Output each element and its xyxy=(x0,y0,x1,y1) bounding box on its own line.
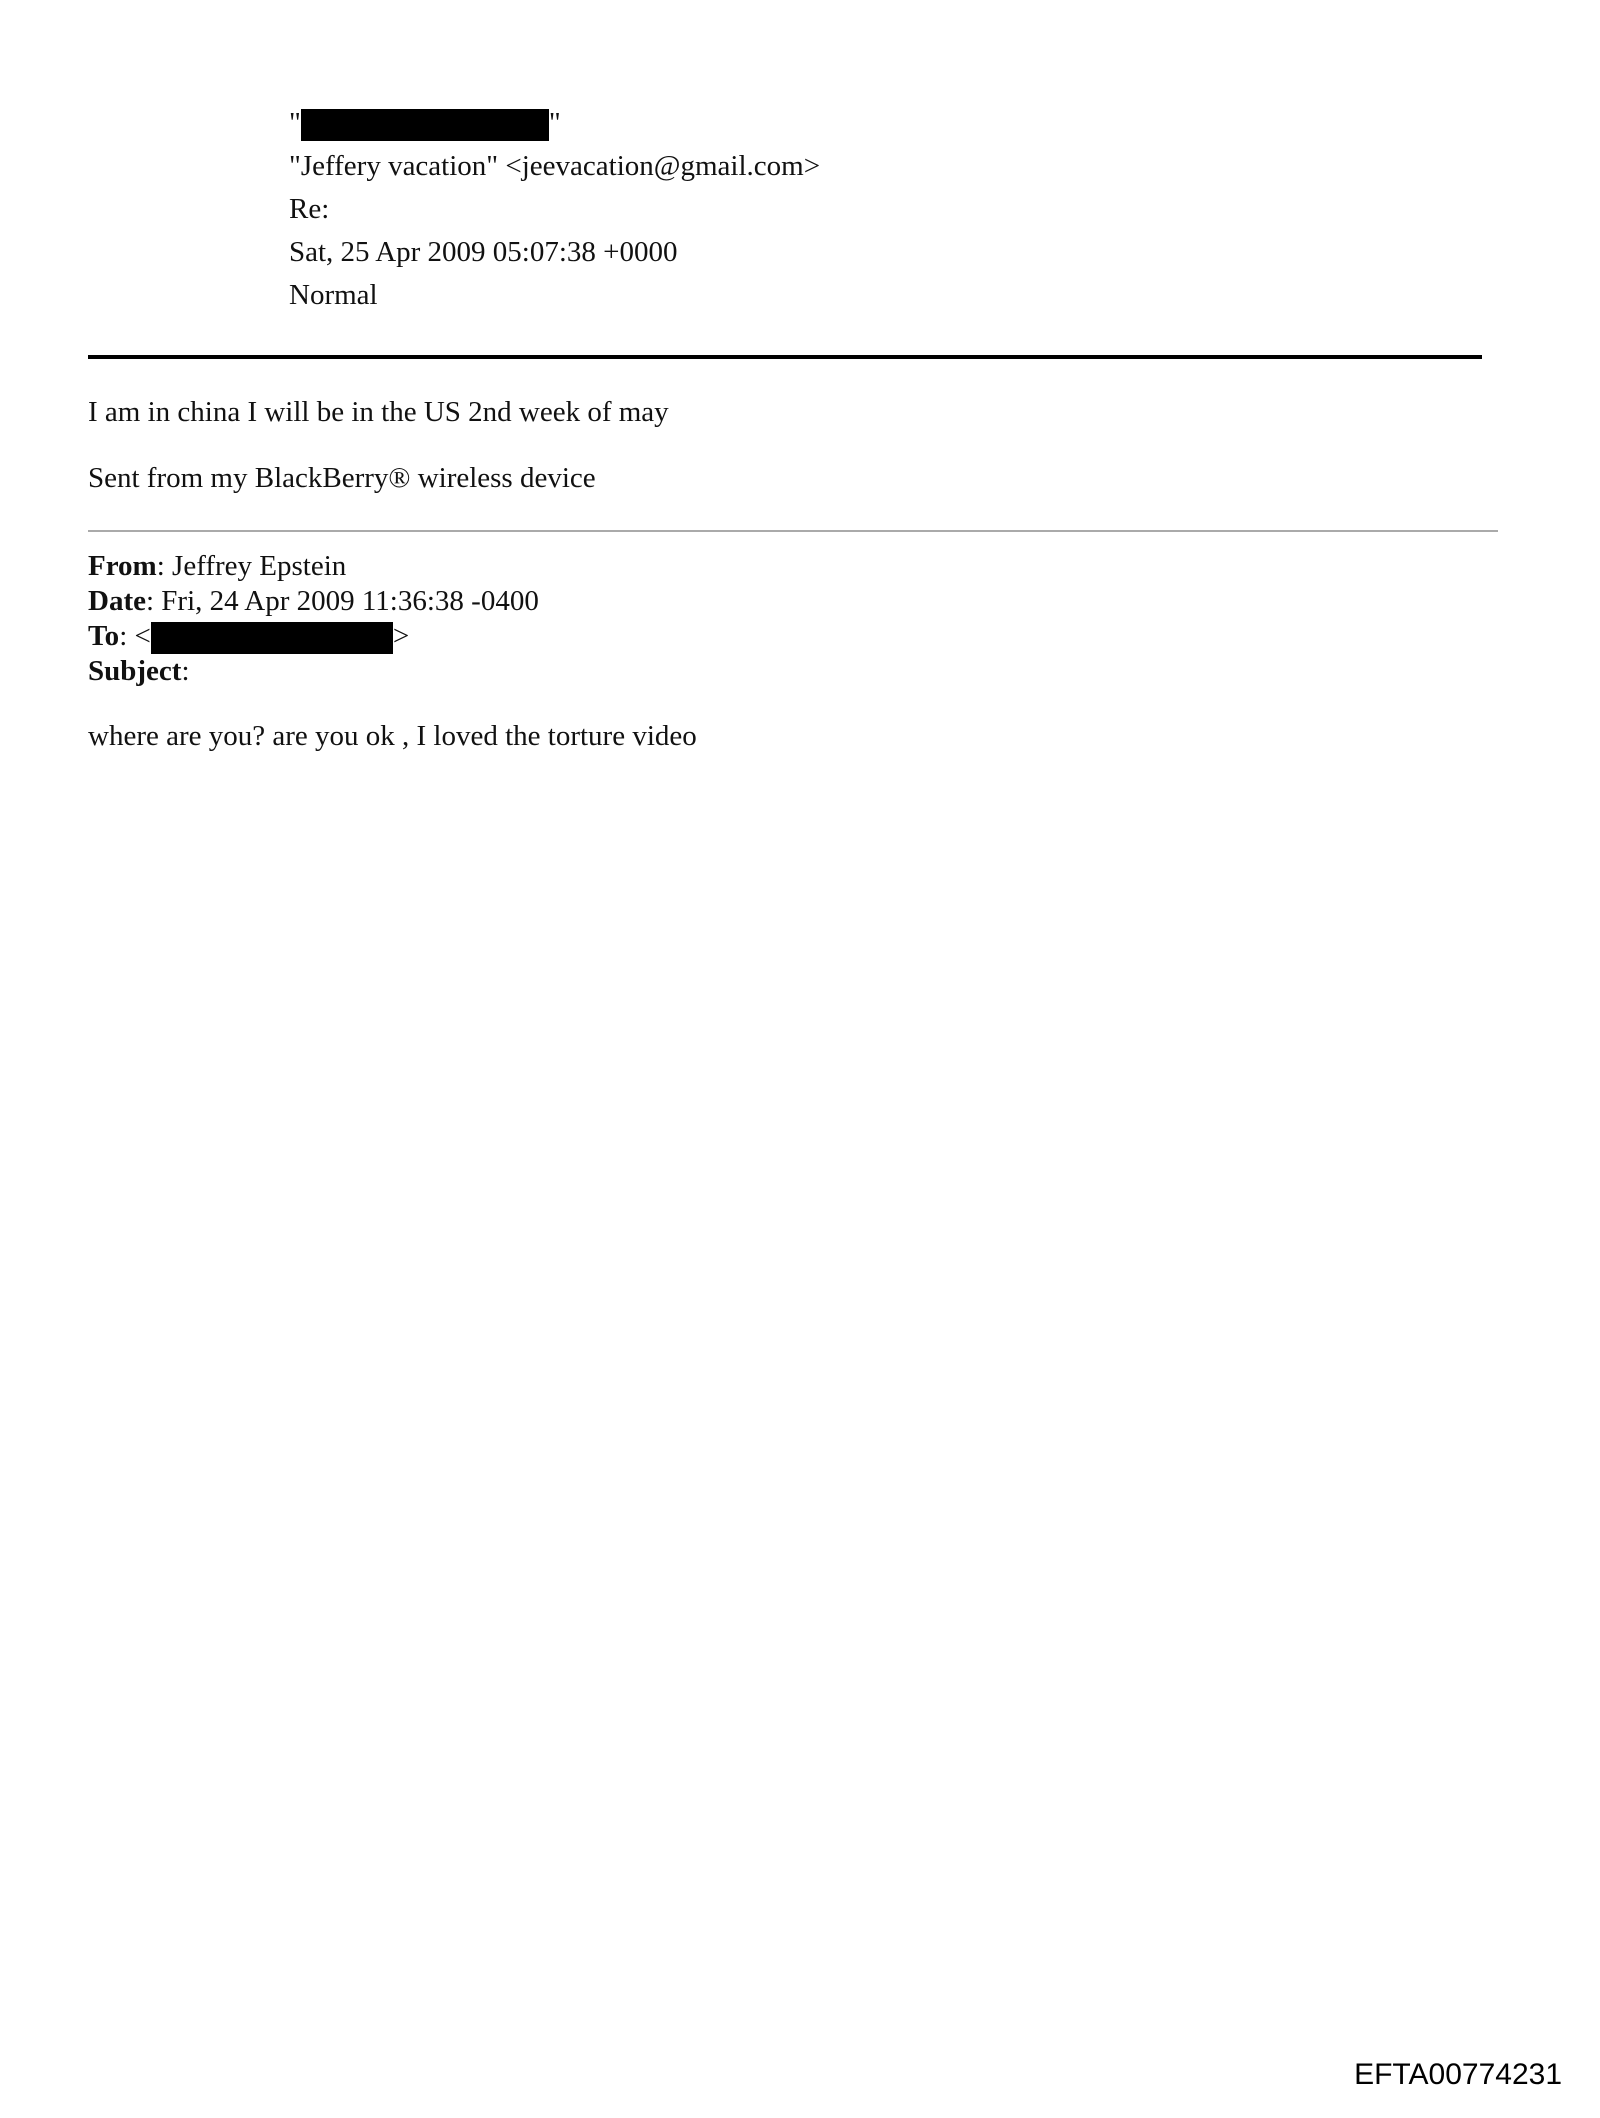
header-divider xyxy=(88,355,1482,359)
importance-value: Normal xyxy=(289,279,378,311)
header-subject-row xyxy=(0,188,900,231)
header-importance-row xyxy=(0,274,900,317)
quoted-subject-value: : xyxy=(181,655,190,687)
from-value xyxy=(289,102,561,145)
quoted-message-body: where are you? are you ok , I loved the torture video xyxy=(88,720,697,752)
subject-value: Re: xyxy=(289,193,330,225)
redaction-box xyxy=(301,109,549,141)
quoted-date-value: : Fri, 24 Apr 2009 11:36:38 -0400 xyxy=(145,585,539,617)
to-value: "Jeffery vacation" <jeevacation@gmail.com> xyxy=(289,150,821,182)
quoted-to-row xyxy=(88,619,539,654)
quoted-to-prefix: : < xyxy=(119,620,151,652)
header-to-row xyxy=(0,145,900,188)
quoted-subject-row xyxy=(88,654,539,689)
quoted-to-suffix: > xyxy=(392,620,410,652)
quoted-message xyxy=(88,549,539,689)
quoted-to-label: To xyxy=(88,620,120,652)
signature-line: Sent from my BlackBerry® wireless device xyxy=(88,462,596,494)
quote-divider xyxy=(88,530,1498,532)
redaction-box xyxy=(151,622,393,654)
date-value: Sat, 25 Apr 2009 05:07:38 +0000 xyxy=(289,236,678,268)
quoted-from-value: : Jeffrey Epstein xyxy=(156,550,347,582)
header-from-row xyxy=(0,102,900,145)
quoted-from-row xyxy=(88,549,539,584)
quoted-subject-label: Subject xyxy=(88,655,182,687)
header-date-row xyxy=(0,231,900,274)
quoted-date-label: Date xyxy=(88,585,146,617)
message-body-line: I am in china I will be in the US 2nd week of may xyxy=(88,396,669,428)
document-id: EFTA00774231 xyxy=(1354,2058,1562,2091)
from-quote-close: " xyxy=(548,107,561,139)
quoted-date-row xyxy=(88,584,539,619)
email-header xyxy=(0,102,900,317)
from-quote-open: " xyxy=(289,107,301,139)
quoted-from-label: From xyxy=(88,550,157,582)
